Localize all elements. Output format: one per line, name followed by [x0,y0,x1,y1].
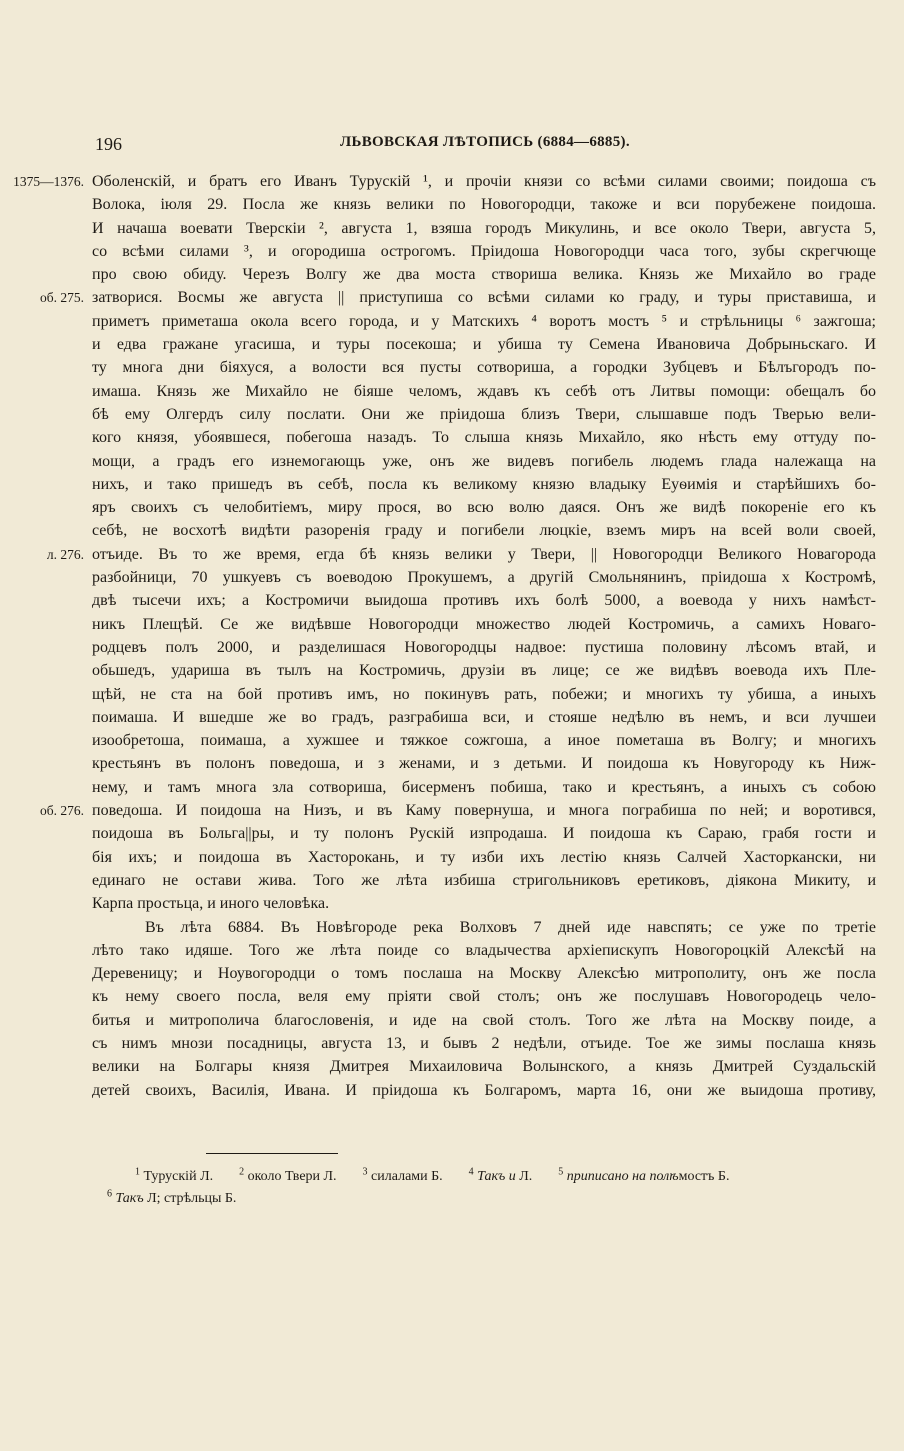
line-text: затворися. Восмы же августа || приступиша со всѣми силами ко граду, и туры приставиша, и [92,289,876,307]
footnote-text: Турускій Л. [143,1169,214,1184]
footnote [135,1166,214,1184]
line-text: кого князя, убоявшеся, побегоша назадъ. То слыша князь Михайло, яко нѣсть ему оттуду по- [92,429,876,447]
line-text: разбойници, 70 ушкуевъ съ воеводою Прокушемъ, а другій Смольнянинъ, пріидоша х Костромѣ, [92,569,876,587]
text-line [92,473,876,496]
text-line [40,286,876,309]
text-line [92,333,876,356]
line-text: къ нему своего посла, веля ему пріяти свой столъ; онъ же послушавъ Новогородець чело- [92,988,876,1006]
footnote [239,1166,337,1184]
footnote [558,1166,730,1184]
text-line [92,496,876,519]
text-line [92,822,876,845]
footnote-text: около Твери Л. [247,1169,337,1184]
line-text: велики на Болгары князя Дмитрея Михаиловича Волынского, а князь Дмитрей Суздальскій [92,1058,876,1076]
text-line [92,310,876,333]
text-line [92,683,876,706]
footnote-rule [206,1153,338,1154]
text-line [92,450,876,473]
footnote-mark: 4 [468,1166,474,1178]
line-text: поимаша. И вшедше же во градъ, разграбиша вси, и стояше недѣлю въ немъ, и вси лучшеи [92,708,876,726]
line-text: обьшедъ, удариша въ тылъ на Костромичь, друзіи въ лице; се же видѣвъ воевода ихъ Пле- [92,662,876,680]
line-text: себѣ, не восхотѣ видѣти разоренія граду и погибели люцкіе, вземъ миръ на всей воли своей, [92,522,876,540]
text-line [92,566,876,589]
text-line [92,892,876,915]
footnote-line [95,1188,875,1210]
running-title: ЛЬВОВСКАЯ ЛѢТОПИСЬ (6884—6885). [340,134,630,150]
line-text: съ нимъ мнози посадницы, августа 13, и бывъ 2 недѣли, отъиде. Тое же зимы послаша князь [92,1034,876,1052]
text-line [92,916,876,939]
main-text [13,170,876,1102]
line-text: мощи, а градъ его изнемогающь уже, онъ же видевъ погибель людемъ глада належаща на [92,452,876,470]
line-text: Волока, іюля 29. Посла же князь велики по Новогородци, такоже и вси порубежене поидоша. [92,196,876,214]
margin-note: об. 275. [40,290,84,306]
line-text: щѣй, не ста на бой противъ имъ, но покинувъ рать, побежи; и многихъ ту убиша, а иныхъ [92,685,876,703]
line-text: Карпа простьца, и иного человѣка. [92,895,330,913]
text-line [92,263,876,286]
line-text: Въ лѣта 6884. Въ Новѣгороде река Волховъ 7 дней иде навспять; се уже по третіе [145,918,876,936]
text-line [92,613,876,636]
line-text: детей своихъ, Василія, Ивана. И пріидоша къ Болгаромъ, марта 16, они же выидоша противу, [92,1081,876,1099]
text-line [92,706,876,729]
footnote-text: силалами Б. [371,1169,443,1184]
line-text: родцевъ полъ 2000, и разделишася Новогородцы надвое: пустиша половину лѣсомъ втай, и [92,638,876,656]
footnote-italic: приписано на полѣ [566,1169,679,1184]
text-line [13,170,876,193]
line-text: отъиде. Въ то же время, егда бѣ князь велики у Твери, || Новогородци Великого Новагорода [92,545,876,563]
footnote-line [95,1166,875,1188]
footnote-mark: 5 [558,1166,564,1178]
line-text: приметъ приметаша окола всего города, и у Матскихъ ⁴ воротъ мостъ ⁵ и стрѣльницы ⁶ зажгоша; [92,312,876,330]
text-line [92,519,876,542]
text-line [92,403,876,426]
footnote [468,1166,533,1184]
line-text: лѣто тако идяше. Того же лѣта поиде со владычества архіепискупъ Новогороцкій Алексѣй на [92,941,876,959]
line-text: поведоша. И поидоша на Низъ, и въ Каму повернуша, и многа пограбиша по ней; и воротився, [92,802,876,820]
footnote-mark: 3 [362,1166,368,1178]
text-line [92,589,876,612]
footnotes [95,1166,875,1210]
footnote-mark: 1 [135,1166,140,1178]
footnote [107,1188,237,1206]
text-line [92,1055,876,1078]
margin-note: об. 276. [40,803,84,819]
text-line [92,985,876,1008]
page-number: 196 [95,134,122,154]
line-text: нему, и тамъ многа зла сотвориша, бисерменъ побиша, тако и крестьянъ, а иныхъ съ собою [92,778,876,796]
footnote-italic: Такъ и [477,1169,516,1184]
text-line [40,799,876,822]
text-line [92,846,876,869]
text-line [92,962,876,985]
text-line [92,636,876,659]
text-line [92,659,876,682]
text-line [92,380,876,403]
line-text: бѣ ему Олгердъ силу послати. Они же пріидоша близъ Твери, слышавше подъ Тверью вели- [92,405,876,423]
text-line [92,1032,876,1055]
line-text: битья и митрополича благословенія, и иде на свой столъ. Того же лѣта на Москву поиде, а [92,1011,876,1029]
text-line [92,752,876,775]
footnote-text: Л. [515,1169,533,1184]
text-line [92,217,876,240]
text-line [92,240,876,263]
margin-note: л. 276. [46,546,84,562]
line-text: бія ихъ; и поидоша въ Хасторокань, и ту изби ихъ лестію князь Салчей Хасторкански, ни [92,848,876,866]
text-line [46,543,876,566]
text-line [92,426,876,449]
line-text: ту многа дни біяхуся, а волости вся пусты сотвориша, а городки Зубцевъ и Бѣлъгородъ по- [92,359,876,377]
margin-note: 1375—1376. [13,174,84,189]
footnote-text: мостъ Б. [678,1169,730,1184]
line-text: крестьянъ въ полонъ поведоша, и з женами, и з детьми. И поидоша къ Новугороду къ Ниж- [92,755,876,773]
footnote-mark: 2 [239,1166,245,1178]
line-text: Оболенскій, и братъ его Иванъ Турускій ¹, и прочіи князи со всѣми силами своими; поидоша съ [92,173,876,190]
text-line [92,356,876,379]
line-text: поидоша въ Больга||ры, и ту полонъ Рускій изпродаша. И поидоша къ Сараю, грабя гости и [92,825,876,843]
line-text: единаго не остави жива. Того же лѣта избиша стригольниковъ еретиковъ, діякона Микиту, и [92,871,876,889]
footnote-mark: 6 [107,1188,112,1200]
line-text: про свою обиду. Черезъ Волгу же два моста створиша велика. Князь же Михайло во граде [92,266,876,284]
line-text: со всѣми силами ³, и огородиша острогомъ. Пріидоша Новогородци часа того, зубы скрегчюще [92,242,876,260]
text-line [92,193,876,216]
footnote-text: Л; стрѣльцы Б. [143,1191,237,1206]
line-text: имаша. Князь же Михайло не біяше челомъ, ждавъ къ себѣ отъ Литвы помощи: обещалъ бо [92,382,876,400]
line-text: Деревеницу; и Ноувогородци о томъ послаша на Москву Алексѣю митрополиту, онъ же посла [92,965,876,983]
text-line [92,1079,876,1102]
text-line [92,776,876,799]
text-line [92,729,876,752]
line-text: И начаша воевати Тверскіи ², августа 1, взяша городъ Микулинь, и все около Твери, августа 5, [92,219,876,237]
text-line [92,939,876,962]
line-text: нихъ, и тако пришедъ въ себѣ, посла къ великому князю владыку Еуѳимія и старѣйшихъ бо- [92,475,876,493]
line-text: двѣ тысечи ихъ; а Костромичи выидоша противъ ихъ болѣ 5000, а воевода у нихъ намѣст- [92,592,876,610]
line-text: яръ своихъ съ челобитіемъ, миру прося, во всю волю даяся. Онъ же видѣ покореніе его къ [92,499,876,517]
text-line [92,869,876,892]
footnote-italic: Такъ [115,1191,144,1206]
line-text: и едва гражане угасиша, и туры посекоша; и убиша ту Семена Ивановича Добрыньскаго. И [92,336,876,354]
line-text: никъ Плещѣй. Се же видѣвше Новогородци множество людей Костромичь, а самихъ Новаго- [92,615,876,633]
text-line [92,1009,876,1032]
footnote [362,1166,443,1184]
line-text: изообретоша, поимаша, а хужшее и тяжкое сожгоша, а иное пометаша въ Волгу; и многихъ [92,732,876,750]
